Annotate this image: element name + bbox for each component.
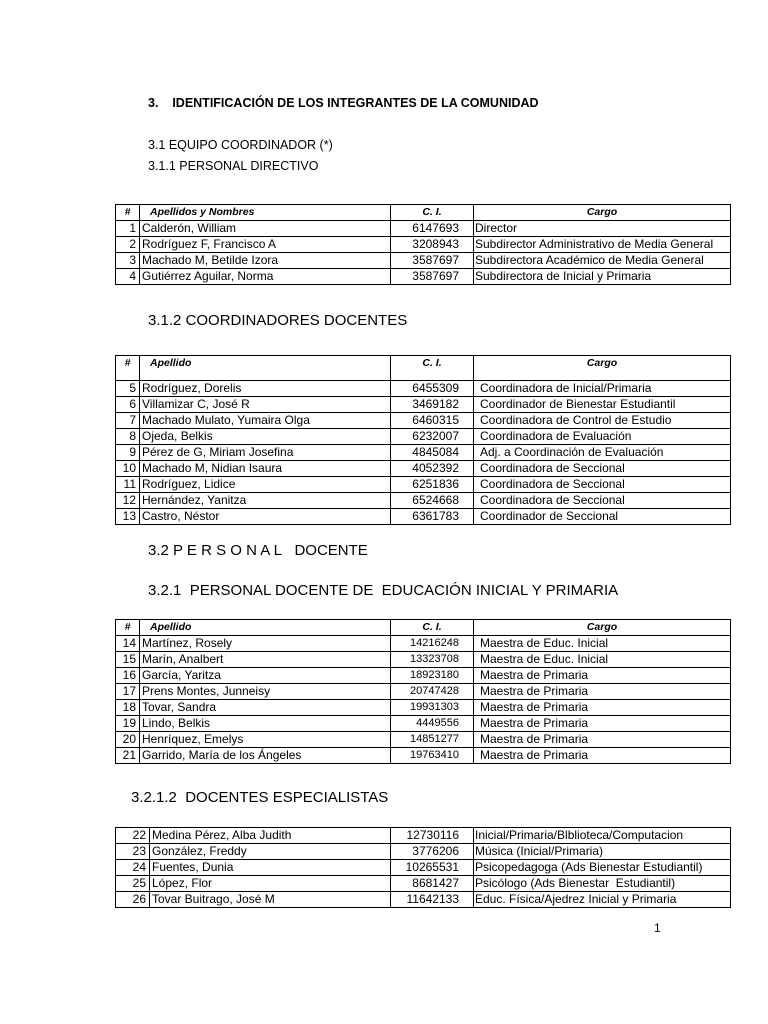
header-cargo: Cargo bbox=[474, 205, 731, 221]
row-ci: 4052392 bbox=[391, 461, 474, 477]
row-cargo: Coordinadora de Inicial/Primaria bbox=[474, 381, 731, 397]
row-ci: 14216248 bbox=[391, 636, 474, 652]
row-number: 1 bbox=[116, 221, 140, 237]
row-cargo: Maestra de Primaria bbox=[474, 748, 731, 764]
table-row bbox=[116, 413, 731, 429]
row-name: Hernández, Yanitza bbox=[140, 493, 391, 509]
row-cargo: Subdirectora de Inicial y Primaria bbox=[474, 269, 731, 285]
table-header-row bbox=[116, 356, 731, 381]
header-ci: C. I. bbox=[391, 356, 474, 381]
table-row bbox=[116, 253, 731, 269]
table-row bbox=[116, 221, 731, 237]
header-name: Apellidos y Nombres bbox=[140, 205, 391, 221]
row-ci: 20747428 bbox=[391, 684, 474, 700]
row-cargo: Maestra de Primaria bbox=[474, 668, 731, 684]
table-row bbox=[116, 684, 731, 700]
row-cargo: Música (Inicial/Primaria) bbox=[474, 844, 731, 860]
header-number: # bbox=[116, 205, 140, 221]
header-ci: C. I. bbox=[391, 205, 474, 221]
row-number: 2 bbox=[116, 237, 140, 253]
row-cargo: Coordinador de Seccional bbox=[474, 509, 731, 525]
row-number: 14 bbox=[116, 636, 140, 652]
page-number: 1 bbox=[654, 921, 661, 935]
row-number: 18 bbox=[116, 700, 140, 716]
row-cargo: Coordinadora de Seccional bbox=[474, 493, 731, 509]
row-name: Henríquez, Emelys bbox=[140, 732, 391, 748]
row-number: 25 bbox=[116, 876, 150, 892]
table-row bbox=[116, 381, 731, 397]
row-name: Gutiérrez Aguilar, Norma bbox=[140, 269, 391, 285]
row-name: Marín, Analbert bbox=[140, 652, 391, 668]
row-name: Rodríguez, Lidice bbox=[140, 477, 391, 493]
row-name: Medina Pérez, Alba Judith bbox=[150, 828, 391, 844]
row-ci: 14851277 bbox=[391, 732, 474, 748]
row-name: García, Yaritza bbox=[140, 668, 391, 684]
row-cargo: Director bbox=[474, 221, 731, 237]
row-cargo: Coordinadora de Seccional bbox=[474, 477, 731, 493]
row-ci: 12730116 bbox=[391, 828, 474, 844]
row-number: 24 bbox=[116, 860, 150, 876]
docente-inicial-primaria-heading: 3.2.1 PERSONAL DOCENTE DE EDUCACIÓN INICIAL Y PRIMARIA bbox=[148, 582, 619, 599]
row-name: Machado Mulato, Yumaira Olga bbox=[140, 413, 391, 429]
row-number: 12 bbox=[116, 493, 140, 509]
row-number: 15 bbox=[116, 652, 140, 668]
especialistas-heading: 3.2.1.2 DOCENTES ESPECIALISTAS bbox=[131, 789, 389, 806]
table-row bbox=[116, 668, 731, 684]
header-number: # bbox=[116, 356, 140, 381]
header-cargo: Cargo bbox=[474, 356, 731, 381]
row-number: 23 bbox=[116, 844, 150, 860]
row-ci: 6232007 bbox=[391, 429, 474, 445]
table-row bbox=[116, 461, 731, 477]
row-number: 9 bbox=[116, 445, 140, 461]
header-name: Apellido bbox=[140, 356, 391, 381]
table-row bbox=[116, 429, 731, 445]
table-row bbox=[116, 397, 731, 413]
row-number: 19 bbox=[116, 716, 140, 732]
section-title: 3. IDENTIFICACIÓN DE LOS INTEGRANTES DE LA COMUNIDAD bbox=[148, 96, 539, 110]
table-row bbox=[116, 748, 731, 764]
row-cargo: Maestra de Educ. Inicial bbox=[474, 652, 731, 668]
table-row bbox=[116, 493, 731, 509]
row-cargo: Maestra de Educ. Inicial bbox=[474, 636, 731, 652]
row-ci: 19763410 bbox=[391, 748, 474, 764]
row-number: 4 bbox=[116, 269, 140, 285]
row-number: 5 bbox=[116, 381, 140, 397]
row-cargo: Psicólogo (Ads Bienestar Estudiantil) bbox=[474, 876, 731, 892]
row-ci: 3469182 bbox=[391, 397, 474, 413]
row-cargo: Adj. a Coordinación de Evaluación bbox=[474, 445, 731, 461]
row-ci: 6455309 bbox=[391, 381, 474, 397]
row-ci: 6251836 bbox=[391, 477, 474, 493]
row-number: 6 bbox=[116, 397, 140, 413]
row-name: López, Flor bbox=[150, 876, 391, 892]
row-ci: 6524668 bbox=[391, 493, 474, 509]
row-number: 22 bbox=[116, 828, 150, 844]
row-cargo: Maestra de Primaria bbox=[474, 684, 731, 700]
row-name: Tovar Buitrago, José M bbox=[150, 892, 391, 908]
row-cargo: Educ. Física/Ajedrez Inicial y Primaria bbox=[474, 892, 731, 908]
coordinadores-table bbox=[115, 355, 731, 525]
equipo-coordinador-heading: 3.1 EQUIPO COORDINADOR (*) bbox=[148, 138, 333, 152]
row-number: 10 bbox=[116, 461, 140, 477]
row-ci: 6147693 bbox=[391, 221, 474, 237]
personal-directivo-table bbox=[115, 204, 731, 285]
row-name: Ojeda, Belkis bbox=[140, 429, 391, 445]
row-name: Prens Montes, Junneisy bbox=[140, 684, 391, 700]
table-row bbox=[116, 716, 731, 732]
row-name: Rodríguez, Dorelis bbox=[140, 381, 391, 397]
row-name: Pérez de G, Miriam Josefina bbox=[140, 445, 391, 461]
row-cargo: Coordinadora de Seccional bbox=[474, 461, 731, 477]
row-cargo: Maestra de Primaria bbox=[474, 732, 731, 748]
row-number: 20 bbox=[116, 732, 140, 748]
row-ci: 6361783 bbox=[391, 509, 474, 525]
row-ci: 3587697 bbox=[391, 269, 474, 285]
personal-docente-table bbox=[115, 619, 731, 764]
row-name: Villamizar C, José R bbox=[140, 397, 391, 413]
row-name: González, Freddy bbox=[150, 844, 391, 860]
row-ci: 10265531 bbox=[391, 860, 474, 876]
row-cargo: Coordinador de Bienestar Estudiantil bbox=[474, 397, 731, 413]
row-ci: 6460315 bbox=[391, 413, 474, 429]
row-ci: 4845084 bbox=[391, 445, 474, 461]
header-ci: C. I. bbox=[391, 620, 474, 636]
coordinadores-heading: 3.1.2 COORDINADORES DOCENTES bbox=[148, 312, 408, 329]
table-row bbox=[116, 700, 731, 716]
row-cargo: Subdirectora Académico de Media General bbox=[474, 253, 731, 269]
row-name: Machado M, Betilde Izora bbox=[140, 253, 391, 269]
row-ci: 13323708 bbox=[391, 652, 474, 668]
row-number: 21 bbox=[116, 748, 140, 764]
table-row bbox=[116, 652, 731, 668]
table-row bbox=[116, 477, 731, 493]
row-ci: 3208943 bbox=[391, 237, 474, 253]
row-ci: 3587697 bbox=[391, 253, 474, 269]
row-number: 13 bbox=[116, 509, 140, 525]
personal-docente-heading: 3.2 P E R S O N A L DOCENTE bbox=[148, 542, 368, 559]
row-ci: 11642133 bbox=[391, 892, 474, 908]
especialistas-table bbox=[115, 827, 731, 908]
table-row bbox=[116, 237, 731, 253]
row-cargo: Coordinadora de Control de Estudio bbox=[474, 413, 731, 429]
row-name: Castro, Néstor bbox=[140, 509, 391, 525]
row-cargo: Subdirector Administrativo de Media General bbox=[474, 237, 731, 253]
row-name: Martínez, Rosely bbox=[140, 636, 391, 652]
row-name: Fuentes, Dunia bbox=[150, 860, 391, 876]
row-name: Garrido, María de los Ángeles bbox=[140, 748, 391, 764]
row-name: Tovar, Sandra bbox=[140, 700, 391, 716]
table-row bbox=[116, 860, 731, 876]
header-name: Apellido bbox=[140, 620, 391, 636]
row-cargo: Inicial/Primaria/Blblioteca/Computacion bbox=[474, 828, 731, 844]
row-ci: 4449556 bbox=[391, 716, 474, 732]
table-row bbox=[116, 445, 731, 461]
row-number: 3 bbox=[116, 253, 140, 269]
row-cargo: Psicopedagoga (Ads Bienestar Estudiantil) bbox=[474, 860, 731, 876]
header-cargo: Cargo bbox=[474, 620, 731, 636]
row-ci: 3776206 bbox=[391, 844, 474, 860]
table-row bbox=[116, 828, 731, 844]
table-row bbox=[116, 732, 731, 748]
row-cargo: Maestra de Primaria bbox=[474, 700, 731, 716]
table-header-row bbox=[116, 620, 731, 636]
row-number: 8 bbox=[116, 429, 140, 445]
table-row bbox=[116, 509, 731, 525]
row-name: Lindo, Belkis bbox=[140, 716, 391, 732]
table-row bbox=[116, 892, 731, 908]
table-row bbox=[116, 844, 731, 860]
row-number: 11 bbox=[116, 477, 140, 493]
row-ci: 8681427 bbox=[391, 876, 474, 892]
row-name: Machado M, Nidian Isaura bbox=[140, 461, 391, 477]
table-header-row bbox=[116, 205, 731, 221]
row-name: Calderón, William bbox=[140, 221, 391, 237]
row-name: Rodríguez F, Francisco A bbox=[140, 237, 391, 253]
table-row bbox=[116, 636, 731, 652]
table-row bbox=[116, 269, 731, 285]
row-cargo: Coordinadora de Evaluación bbox=[474, 429, 731, 445]
row-number: 7 bbox=[116, 413, 140, 429]
table-row bbox=[116, 876, 731, 892]
row-ci: 18923180 bbox=[391, 668, 474, 684]
row-cargo: Maestra de Primaria bbox=[474, 716, 731, 732]
row-number: 17 bbox=[116, 684, 140, 700]
personal-directivo-heading: 3.1.1 PERSONAL DIRECTIVO bbox=[148, 159, 319, 173]
header-number: # bbox=[116, 620, 140, 636]
row-number: 26 bbox=[116, 892, 150, 908]
row-ci: 19931303 bbox=[391, 700, 474, 716]
row-number: 16 bbox=[116, 668, 140, 684]
